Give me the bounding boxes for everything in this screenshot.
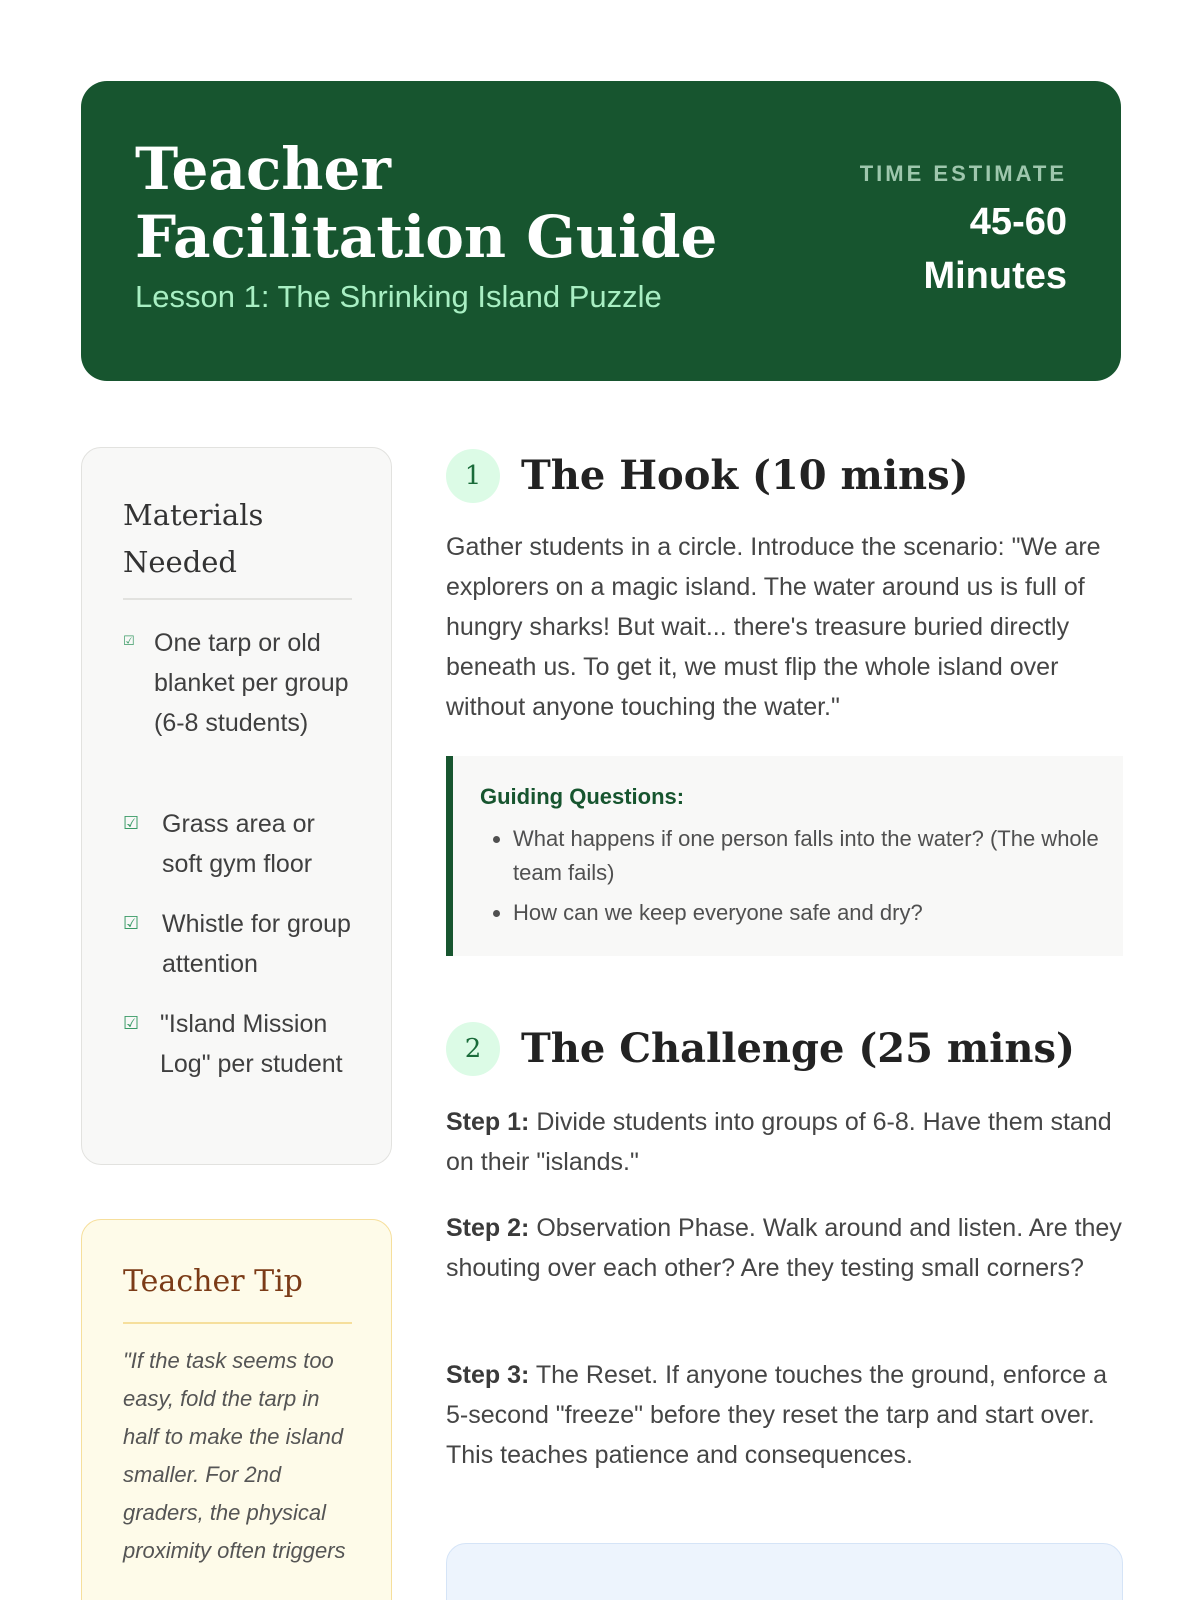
step-paragraph: [446, 1208, 1126, 1288]
teacher-tip-title: Teacher Tip: [123, 1264, 303, 1299]
guiding-question: • How can we keep everyone safe and dry?: [513, 896, 1113, 930]
step-paragraph: [446, 1102, 1126, 1182]
section-number-badge: 2: [446, 1022, 500, 1076]
materials-card: [81, 447, 392, 1165]
divider: [123, 1322, 352, 1324]
check-box-icon: ☑: [123, 813, 140, 833]
material-item-text: Whistle for group attention: [162, 910, 351, 978]
step-text: The Reset. If anyone touches the ground, enforce a 5-second "freeze" before they reset the tarp and start over. This teaches patience and consequences.: [446, 1361, 1108, 1469]
material-item: [123, 804, 363, 884]
hook-description: Gather students in a circle. Introduce the scenario: "We are explorers on a magic island. The water around us is full of hungry sharks! But wait... there's treasure buried directly beneath us. To get it, we must flip the whole island over without anyone touching the water.": [446, 533, 1101, 721]
time-estimate-unit: Minutes: [923, 255, 1067, 297]
step-text: Observation Phase. Walk around and listen. Are they shouting over each other? Are they testing small corners?: [446, 1214, 1122, 1282]
material-item-text: "Island Mission Log" per student: [160, 1010, 343, 1078]
section-number-badge: 1: [446, 449, 500, 503]
step-label: Step 3:: [446, 1361, 530, 1389]
guiding-questions-title: Guiding Questions:: [480, 784, 685, 809]
teacher-tip-text: "If the task seems too easy, fold the tarp in half to make the island smaller. For 2nd graders, the physical proximity often triggers: [123, 1348, 346, 1563]
material-item-text: Grass area or soft gym floor: [162, 810, 315, 878]
guiding-questions-box: [446, 756, 1123, 956]
info-card: [446, 1543, 1123, 1600]
check-box-icon: ☑: [123, 633, 135, 648]
materials-title: Materials Needed: [123, 498, 264, 579]
check-box-icon: ☑: [123, 1013, 140, 1033]
check-box-icon: ☑: [123, 913, 140, 933]
material-item-text: One tarp or old blanket per group (6-8 students): [154, 629, 349, 737]
divider: [123, 598, 352, 600]
step-label: Step 2:: [446, 1214, 530, 1242]
teacher-tip-card: [81, 1219, 392, 1600]
time-estimate-value: [860, 195, 1067, 303]
material-item: [123, 623, 363, 783]
section-title: The Hook (10 mins): [521, 452, 969, 499]
lesson-header: [81, 81, 1121, 381]
material-item: [123, 1004, 363, 1124]
time-estimate-range: 45-60: [969, 201, 1067, 243]
lesson-subtitle: Lesson 1: The Shrinking Island Puzzle: [135, 279, 662, 314]
guiding-questions-list: [513, 822, 1113, 936]
guiding-question: • What happens if one person falls into the water? (The whole team fails): [513, 822, 1113, 890]
step-paragraph: [446, 1355, 1126, 1475]
material-item: [123, 904, 363, 984]
time-estimate: [860, 161, 1067, 303]
step-text: Divide students into groups of 6-8. Have them stand on their "islands.": [446, 1108, 1112, 1176]
step-label: Step 1:: [446, 1108, 530, 1136]
time-estimate-label: TIME ESTIMATE: [859, 161, 1067, 186]
section-title: The Challenge (25 mins): [521, 1025, 1075, 1072]
page-title: Teacher Facilitation Guide: [135, 135, 718, 271]
